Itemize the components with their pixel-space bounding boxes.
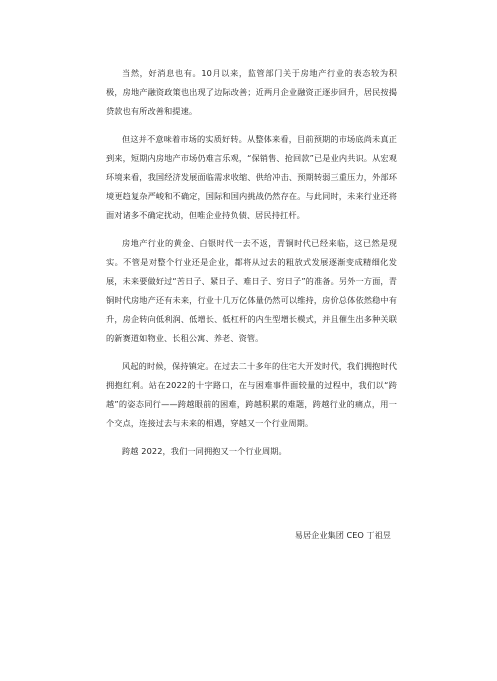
- paragraph-1: 当然，好消息也有。10月以来，监管部门关于房地产行业的表态较为积极，房地产融资政策也出现了边际改善；近两月企业融资正逐步回升，居民按揭贷款也有所改善和提速。: [106, 68, 397, 116]
- paragraph-3: 房地产行业的黄金、白银时代一去不返，青铜时代已经来临，这已然是现实。不管是对整个行业还是企业，都将从过去的粗放式发展逐渐变成精细化发展，未来要做好过“苦日子、紧日子、难日子、穷日子”的准备。另外一方面，青铜时代房地产还有未来，行业十几万亿体量仍然可以维持，房价总体依然稳中有升，房企转向低利润、低增长、低杠杆的内生型增长模式，并且催生出多种关联的新赛道如物业、长租公寓、养老、资管。: [106, 238, 397, 343]
- author-signature: 易居企业集团 CEO 丁祖昱: [294, 530, 391, 540]
- paragraph-2: 但这并不意味着市场的实质好转。从整体来看，目前预期的市场底尚未真正到来，短期内房地产市场仍难言乐观，“保销售、抢回款”已是业内共识。从宏观环境来看，我国经济发展面临需求收缩、供给冲击、预期转弱三重压力，外部环境更趋复杂严峻和不确定，国际和国内挑战仍然存在。与此同时，未来行业还将面对诸多不确定扰动，但唯企业持负债、居民持扛杆。: [106, 134, 397, 220]
- paragraph-4: 风起的时候，保持镇定。在过去二十多年的住宅大开发时代，我们拥抱时代拥抱红利。站在2022的十字路口，在与困难事件面较量的过程中，我们以“跨越”的姿态同行——跨越眼前的困难，跨越积累的难题，跨越行业的痛点，用一个交点，连接过去与未来的相遇，穿越又一个行业周期。: [106, 361, 397, 428]
- letter-body: [106, 64, 397, 470]
- paragraph-5: 跨越 2022，我们一同拥抱又一个行业周期。: [122, 446, 287, 456]
